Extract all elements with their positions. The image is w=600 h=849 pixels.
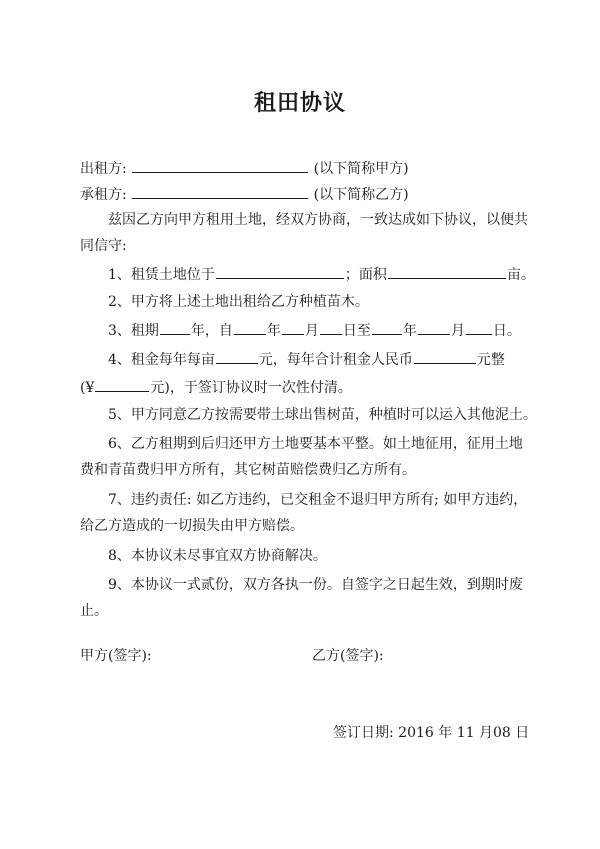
clause-6-line-2: 费和青苗费归甲方所有，其它树苗赔偿费归乙方所有。 [80,462,416,478]
clause-3 [80,320,578,341]
lessor-name-blank[interactable] [132,158,308,173]
clause-3-start-month-unit: 月 [304,323,319,339]
clause-4-prefix: 4、租金每年每亩 [108,352,215,368]
clause-3-year-label: 年，自 [190,323,233,339]
lessee-line [80,184,550,205]
end-day-blank[interactable] [466,320,492,335]
clause-3-end-month-unit: 月 [450,323,465,339]
clause-1-mid: ；面积 [344,267,387,283]
start-year-blank[interactable] [234,320,266,335]
lease-years-blank[interactable] [160,320,190,335]
clause-4-mid: 元，每年合计租金人民币 [258,352,413,368]
date-day-unit: 日 [515,725,530,741]
clause-8: 8、本协议未尽事宜双方协商解决。 [108,548,327,564]
clause-4-currency-prefix: (¥ [80,380,95,396]
rent-per-mu-blank[interactable] [216,349,258,364]
date-month: 11 [456,725,475,741]
lessee-label: 承租方: [80,187,127,203]
clause-6-line-1: 6、乙方租期到后归还甲方土地要基本平整。如土地征用，征用土地 [108,436,523,452]
clause-9-line-2: 止。 [80,603,108,619]
clause-3-end: 日。 [492,323,521,339]
lessee-note: (以下简称乙方) [313,187,409,203]
document-title: 租田协议 [253,90,346,116]
clause-7-line-1: 7、违约责任: 如乙方违约，已交租金不退归甲方所有; 如甲方违约， [108,492,528,508]
clause-2: 2、甲方将上述土地出租给乙方种植苗木。 [108,294,369,310]
party-a-signature[interactable]: 甲方(签字): [80,648,152,664]
clause-3-start-year-unit: 年 [266,323,281,339]
clause-9-line-1: 9、本协议一式贰份，双方各执一份。自签字之日起生效，到期时废 [108,577,523,593]
clause-3-end-year-unit: 年 [402,323,417,339]
lessor-line [80,158,550,179]
lessor-label: 出租方: [80,161,127,177]
clause-4-line-2-suffix: 元)，于签订协议时一次性付清。 [150,380,352,396]
clause-7-line-2: 给乙方造成的一切损失由甲方赔偿。 [80,518,304,534]
land-location-blank[interactable] [216,264,344,279]
lessor-note: (以下简称甲方) [313,161,409,177]
date-year: 2016 [398,725,434,741]
party-b-signature[interactable]: 乙方(签字): [312,648,384,664]
intro-line-1: 兹因乙方向甲方租用土地，经双方协商，一致达成如下协议，以便共 [108,212,528,228]
total-rent-blank[interactable] [414,349,476,364]
date-year-unit: 年 [438,725,453,741]
land-area-blank[interactable] [388,264,506,279]
date-month-unit: 月 [479,725,493,741]
clause-1 [80,264,578,285]
intro-line-2: 同信守: [80,238,127,254]
clause-4-suffix: 元整 [476,352,505,368]
start-month-blank[interactable] [282,320,304,335]
clause-4-line-2 [80,377,550,398]
clause-3-prefix: 3、租期 [108,323,159,339]
date-label: 签订日期: [333,725,394,741]
clause-4 [80,349,578,370]
clause-1-prefix: 1、租赁土地位于 [108,267,215,283]
start-day-blank[interactable] [320,320,342,335]
lessee-name-blank[interactable] [132,184,308,199]
rent-amount-blank[interactable] [95,377,149,392]
date-day: 08 [493,725,511,741]
clause-5: 5、甲方同意乙方按需要带土球出售树苗，种植时可以运入其他泥土。 [108,407,537,423]
signing-date [333,723,563,743]
end-year-blank[interactable] [372,320,402,335]
clause-3-to: 日至 [342,323,371,339]
clause-1-suffix: 亩。 [506,267,535,283]
end-month-blank[interactable] [418,320,450,335]
